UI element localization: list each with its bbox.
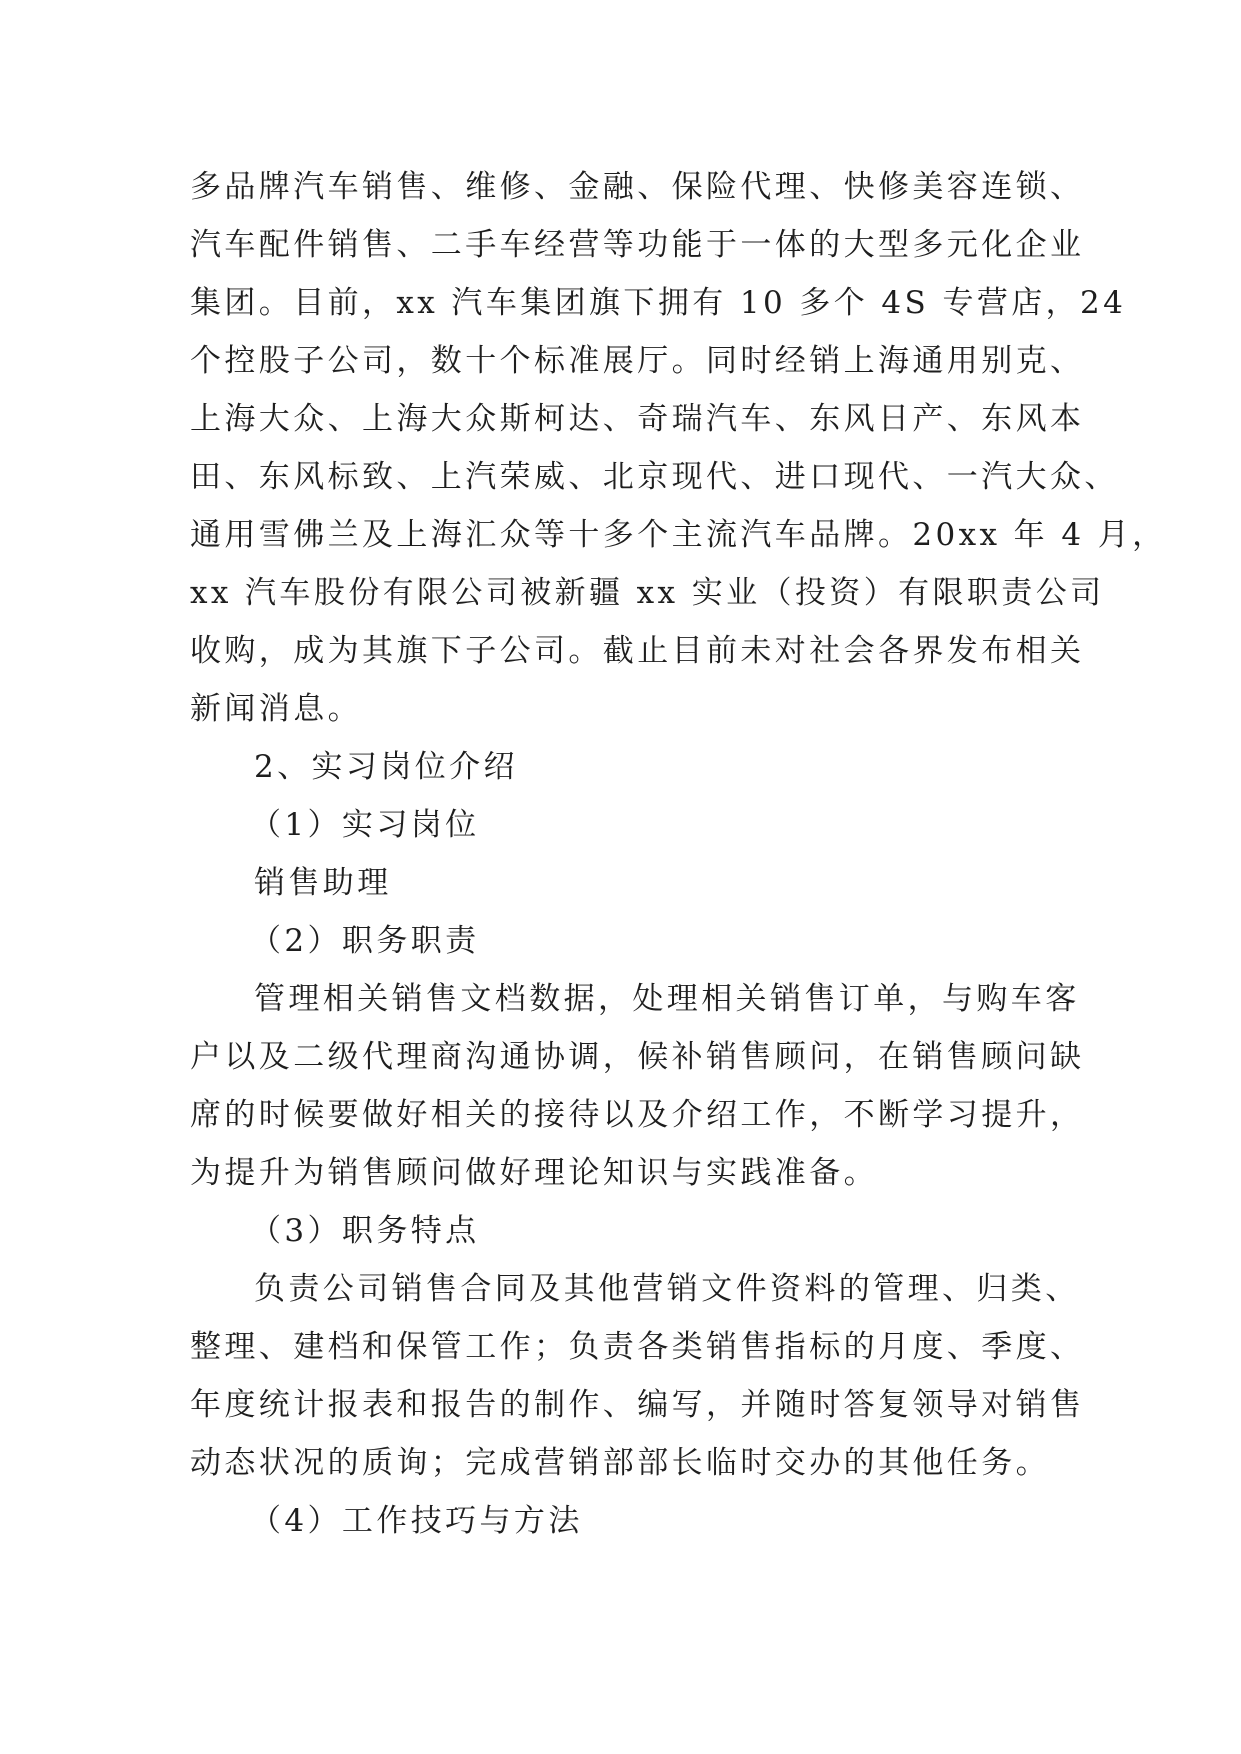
text-line-9: 收购，成为其旗下子公司。截止目前未对社会各界发布相关 <box>190 633 1085 669</box>
subheading-position: （1）实习岗位 <box>250 807 480 843</box>
text-line-10: 新闻消息。 <box>190 691 362 727</box>
position-title: 销售助理 <box>254 865 392 901</box>
text-line-7: 通用雪佛兰及上海汇众等十多个主流汽车品牌。20xx 年 4 月， <box>190 517 1167 553</box>
text-line-18: 为提升为销售顾问做好理论知识与实践准备。 <box>190 1155 878 1191</box>
subheading-duties: （2）职务职责 <box>250 923 480 959</box>
text-line-5: 上海大众、上海大众斯柯达、奇瑞汽车、东风日产、东风本 <box>190 401 1085 437</box>
text-line-8: xx 汽车股份有限公司被新疆 xx 实业（投资）有限职责公司 <box>190 575 1105 611</box>
text-line-16: 户以及二级代理商沟通协调，候补销售顾问，在销售顾问缺 <box>190 1039 1085 1075</box>
text-line-20: 负责公司销售合同及其他营销文件资料的管理、归类、 <box>254 1271 1080 1307</box>
document-body <box>190 158 1167 1550</box>
text-line-17: 席的时候要做好相关的接待以及介绍工作，不断学习提升， <box>190 1097 1085 1133</box>
text-line-15: 管理相关销售文档数据，处理相关销售订单，与购车客 <box>254 981 1080 1017</box>
text-line-6: 田、东风标致、上汽荣威、北京现代、进口现代、一汽大众、 <box>190 459 1119 495</box>
subheading-characteristics: （3）职务特点 <box>250 1213 480 1249</box>
subheading-skills: （4）工作技巧与方法 <box>250 1503 583 1539</box>
text-line-23: 动态状况的质询；完成营销部部长临时交办的其他任务。 <box>190 1445 1050 1481</box>
text-line-3: 集团。目前，xx 汽车集团旗下拥有 10 多个 4S 专营店，24 <box>190 285 1127 321</box>
text-line-1: 多品牌汽车销售、维修、金融、保险代理、快修美容连锁、 <box>190 169 1085 205</box>
text-line-22: 年度统计报表和报告的制作、编写，并随时答复领导对销售 <box>190 1387 1085 1423</box>
section-heading-internship: 2、实习岗位介绍 <box>254 749 518 785</box>
text-line-4: 个控股子公司，数十个标准展厅。同时经销上海通用别克、 <box>190 343 1085 379</box>
text-line-21: 整理、建档和保管工作；负责各类销售指标的月度、季度、 <box>190 1329 1085 1365</box>
text-line-2: 汽车配件销售、二手车经营等功能于一体的大型多元化企业 <box>190 227 1085 263</box>
